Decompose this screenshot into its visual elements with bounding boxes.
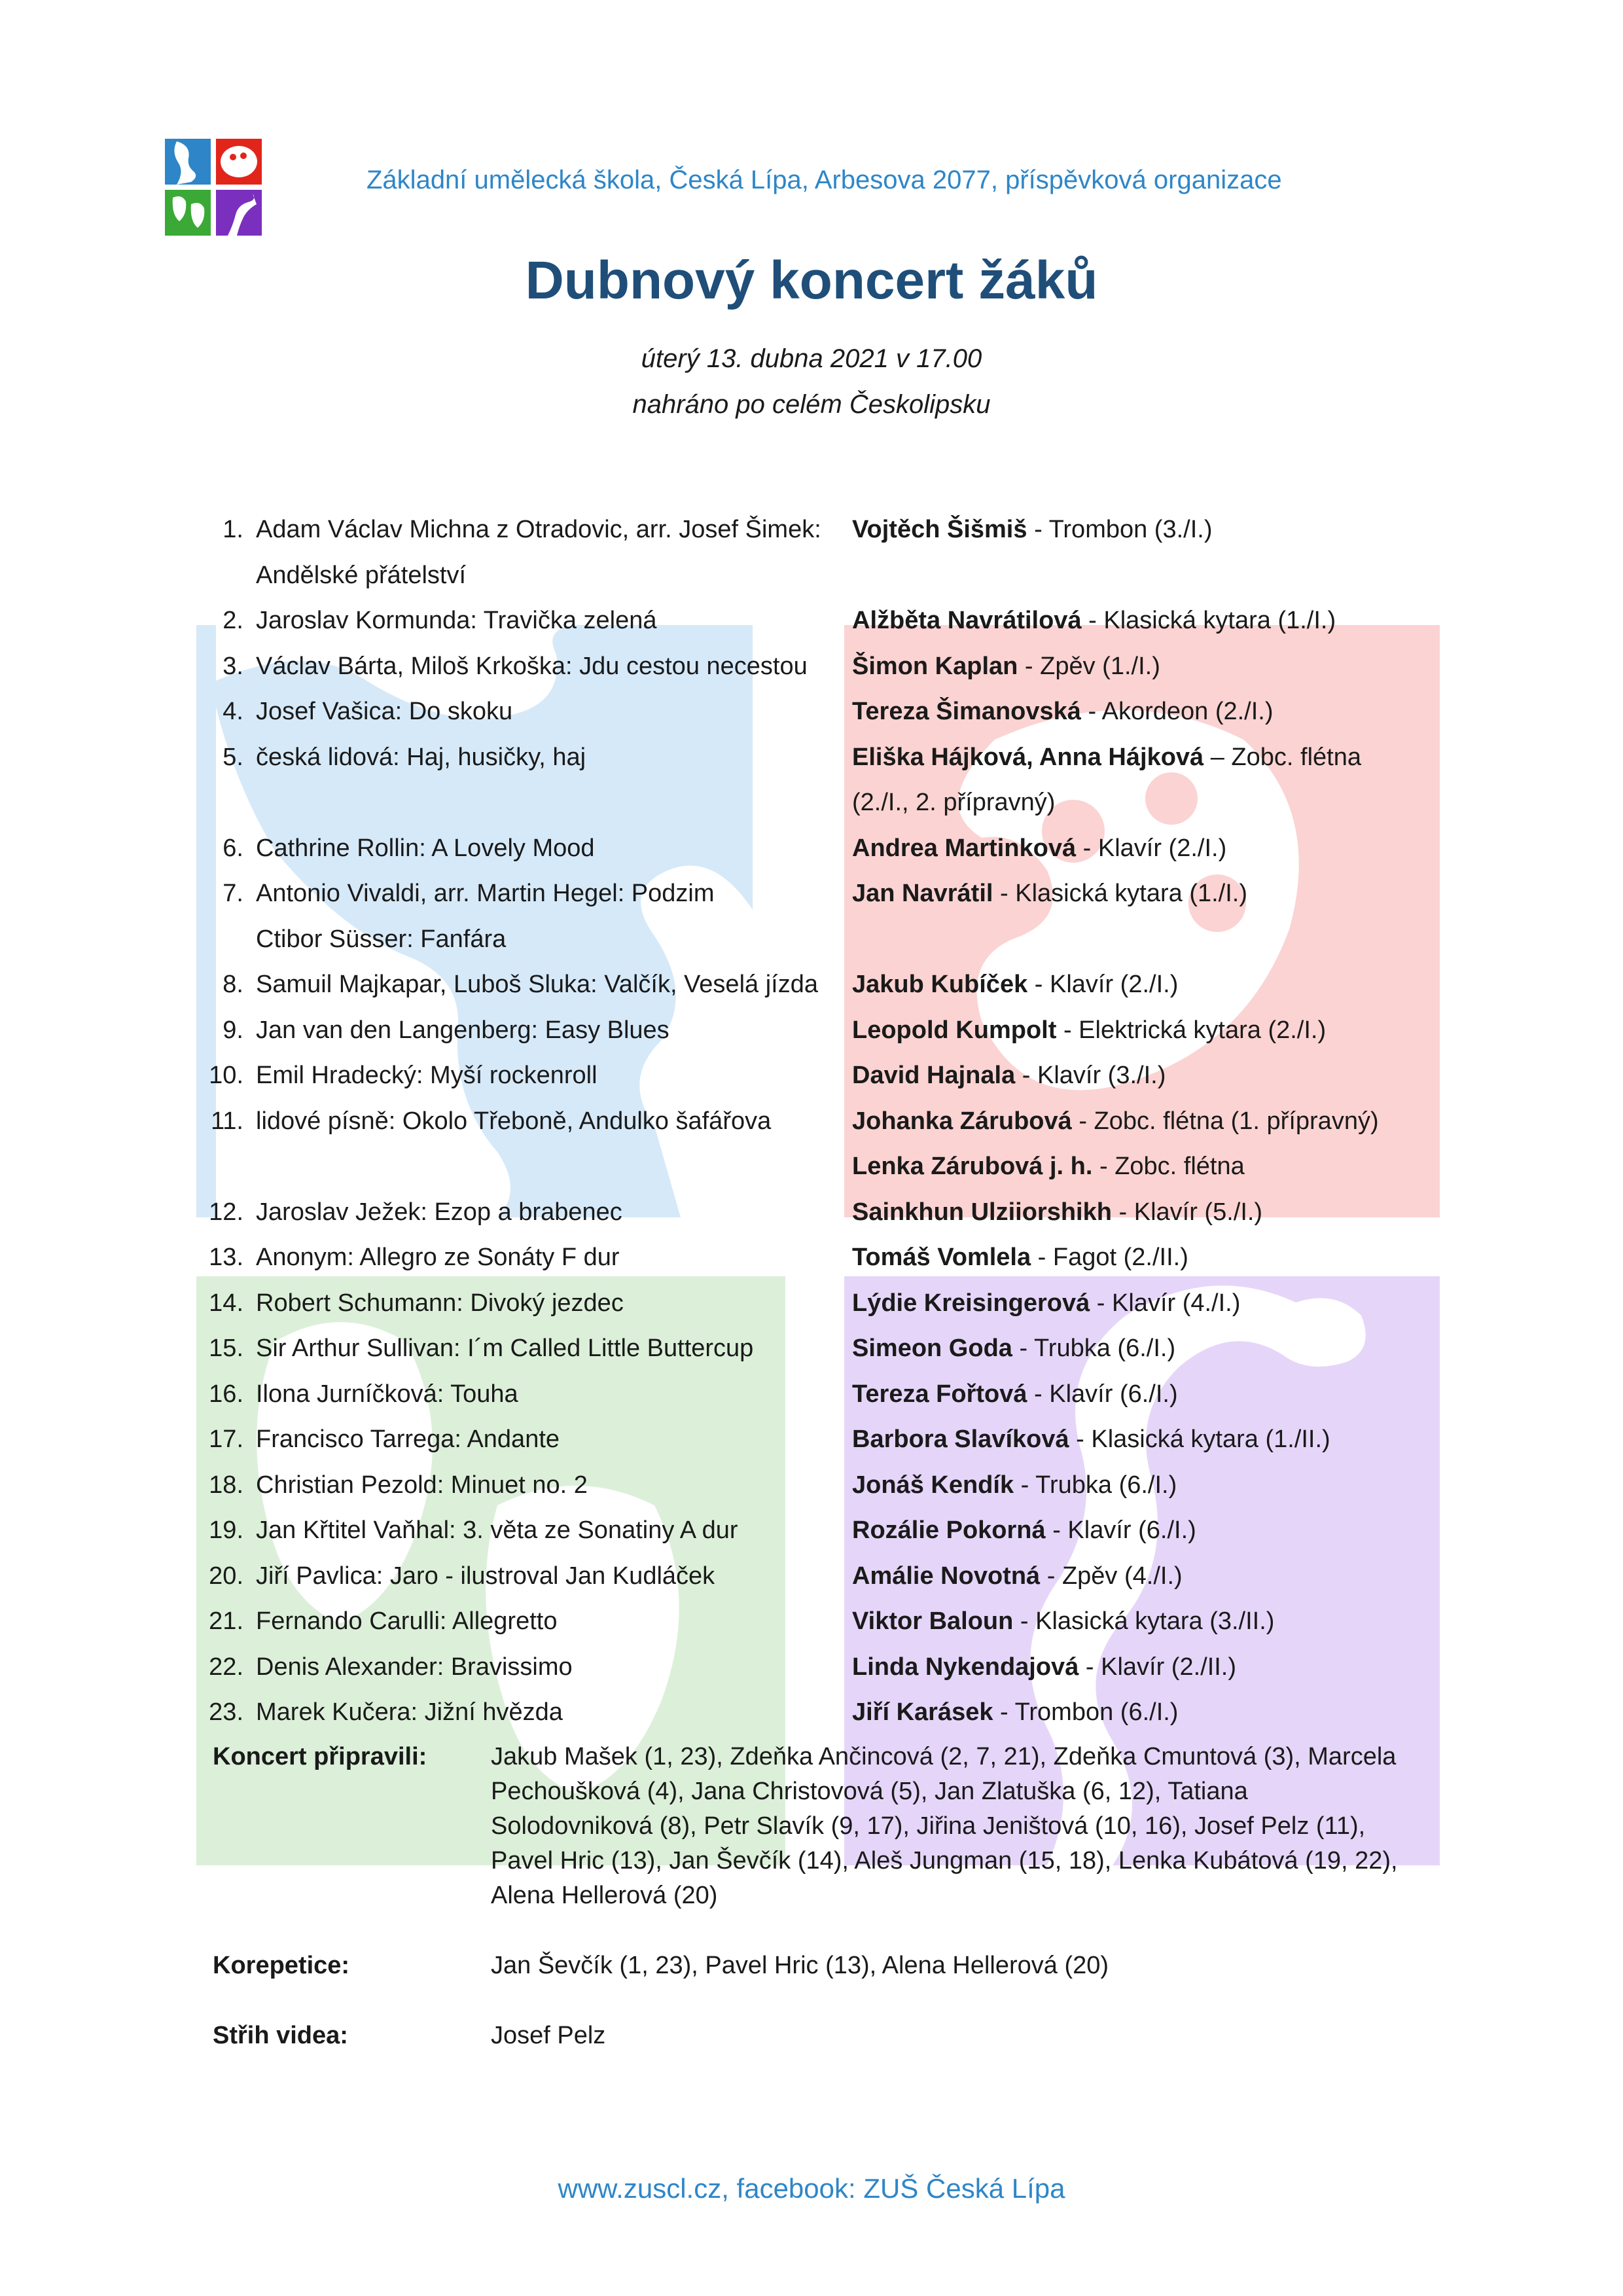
item-number: 13. bbox=[209, 1244, 243, 1271]
performer-name: Tereza Šimanovská bbox=[852, 698, 1081, 725]
performer-detail: - Zobc. flétna (1. přípravný) bbox=[1071, 1107, 1379, 1135]
work-title: Josef Vašica: Do skoku bbox=[256, 698, 513, 725]
performer-name: Leopold Kumpolt bbox=[852, 1016, 1057, 1044]
work-title: Václav Bárta, Miloš Krkoška: Jdu cestou necestou bbox=[256, 652, 808, 680]
work-title-text: Adam Václav Michna z Otradovic, arr. Josef Šimek: Andělské přátelství bbox=[256, 516, 821, 589]
performer-detail: – Zobc. flétna bbox=[1204, 743, 1361, 771]
item-number: 2. bbox=[223, 607, 243, 634]
program-item bbox=[196, 962, 1446, 1008]
item-number: 15. bbox=[209, 1335, 243, 1362]
program-item bbox=[196, 689, 1446, 735]
item-number: 11. bbox=[210, 1107, 243, 1135]
performer-name: Linda Nykendajová bbox=[852, 1653, 1079, 1681]
performer bbox=[852, 1417, 1408, 1463]
performer-detail: - Klavír (3./I.) bbox=[1015, 1062, 1166, 1089]
item-number: 8. bbox=[223, 971, 243, 998]
item-number: 18. bbox=[209, 1471, 243, 1499]
work-title-second: Ctibor Süsser: Fanfára bbox=[256, 925, 507, 953]
program-item bbox=[196, 1690, 1446, 1736]
work-title: Sir Arthur Sullivan: I´m Called Little Buttercup bbox=[256, 1335, 754, 1362]
item-number: 22. bbox=[209, 1653, 243, 1681]
performer-detail: - Klasická kytara (1./I.) bbox=[993, 880, 1247, 907]
performer-name: Vojtěch Šišmiš bbox=[852, 516, 1027, 543]
logo-palette bbox=[221, 146, 257, 177]
program-item bbox=[196, 1099, 1446, 1190]
work-title-text: Antonio Vivaldi, arr. Martin Hegel: Podzim bbox=[256, 880, 715, 907]
item-number: 16. bbox=[209, 1380, 243, 1408]
performer-detail: - Trubka (6./I.) bbox=[1012, 1335, 1176, 1362]
program-item bbox=[196, 871, 1446, 962]
performer bbox=[852, 1508, 1408, 1554]
performer bbox=[852, 1599, 1408, 1645]
performer-detail: - Klavír (2./I.) bbox=[1076, 834, 1227, 862]
work-title: Emil Hradecký: Myší rockenroll bbox=[256, 1062, 597, 1089]
item-number: 6. bbox=[223, 834, 243, 862]
page-title: Dubnový koncert žáků bbox=[525, 251, 1098, 310]
item-number: 20. bbox=[209, 1562, 243, 1590]
performer bbox=[852, 689, 1408, 735]
work-title bbox=[256, 507, 852, 598]
program-item bbox=[196, 1554, 1446, 1600]
performer-name: Amálie Novotná bbox=[852, 1562, 1041, 1590]
work-title: česká lidová: Haj, husičky, haj bbox=[256, 743, 586, 771]
performer-name: Barbora Slavíková bbox=[852, 1426, 1069, 1453]
work-title: Marek Kučera: Jižní hvězda bbox=[256, 1698, 563, 1726]
item-number: 19. bbox=[209, 1516, 243, 1544]
performer bbox=[852, 1326, 1408, 1372]
item-number: 1. bbox=[223, 516, 243, 543]
work-title: Fernando Carulli: Allegretto bbox=[256, 1607, 558, 1635]
program-item bbox=[196, 1235, 1446, 1281]
work-title: Francisco Tarrega: Andante bbox=[256, 1426, 560, 1453]
credits-video-text: Josef Pelz bbox=[491, 2022, 606, 2049]
performer-name: Tomáš Vomlela bbox=[852, 1244, 1031, 1271]
performer bbox=[852, 962, 1408, 1008]
performer-detail: - Klasická kytara (3./II.) bbox=[1013, 1607, 1275, 1635]
performer-detail: - Zobc. flétna bbox=[1092, 1153, 1245, 1180]
performer bbox=[852, 1008, 1408, 1054]
program-item bbox=[196, 1645, 1446, 1691]
work-title: Denis Alexander: Bravissimo bbox=[256, 1653, 573, 1681]
school-logo bbox=[165, 139, 262, 236]
credits-korepetice bbox=[213, 1948, 1423, 1983]
performer-detail: - Klasická kytara (1./I.) bbox=[1081, 607, 1336, 634]
item-number: 5. bbox=[223, 743, 243, 771]
work-title: Christian Pezold: Minuet no. 2 bbox=[256, 1471, 588, 1499]
performer-name: Simeon Goda bbox=[852, 1335, 1012, 1362]
performer-detail: - Klasická kytara (1./II.) bbox=[1069, 1426, 1330, 1453]
credits-prepared bbox=[213, 1740, 1423, 1913]
performer-detail: - Klavír (2./I.) bbox=[1027, 971, 1179, 998]
program-item bbox=[196, 1190, 1446, 1236]
performer bbox=[852, 1099, 1408, 1190]
performer bbox=[852, 1645, 1408, 1691]
performer-name: Šimon Kaplan bbox=[852, 652, 1018, 680]
performer-detail: - Klavír (6./I.) bbox=[1027, 1380, 1178, 1408]
performer-name: Johanka Zárubová bbox=[852, 1107, 1072, 1135]
program-item bbox=[196, 1599, 1446, 1645]
performer-detail: - Trubka (6./I.) bbox=[1014, 1471, 1177, 1499]
item-number: 10. bbox=[209, 1062, 243, 1089]
performer-detail: - Trombon (6./I.) bbox=[993, 1698, 1179, 1726]
program-item bbox=[196, 1463, 1446, 1509]
item-number: 3. bbox=[223, 652, 243, 680]
performer-detail: - Zpěv (1./I.) bbox=[1018, 652, 1160, 680]
performer-detail-cont: (2./I., 2. přípravný) bbox=[852, 789, 1056, 816]
item-number: 23. bbox=[209, 1698, 243, 1726]
performer-name: Jakub Kubíček bbox=[852, 971, 1028, 998]
performer-detail: - Klavír (2./II.) bbox=[1079, 1653, 1237, 1681]
program-item bbox=[196, 1008, 1446, 1054]
item-number: 12. bbox=[209, 1198, 243, 1226]
performer-detail: - Zpěv (4./I.) bbox=[1040, 1562, 1183, 1590]
item-number: 21. bbox=[209, 1607, 243, 1635]
performer-name: Sainkhun Ulziiorshikh bbox=[852, 1198, 1112, 1226]
performer-detail: - Elektrická kytara (2./I.) bbox=[1056, 1016, 1327, 1044]
performer-detail: - Akordeon (2./I.) bbox=[1080, 698, 1274, 725]
item-number: 14. bbox=[209, 1289, 243, 1317]
logo-palette-dot bbox=[240, 152, 247, 159]
program-item bbox=[196, 1508, 1446, 1554]
performer-name: David Hajnala bbox=[852, 1062, 1016, 1089]
performer-name: Lenka Zárubová j. h. bbox=[852, 1153, 1093, 1180]
performer-detail: - Klavír (4./I.) bbox=[1090, 1289, 1241, 1317]
work-title: Ilona Jurníčková: Touha bbox=[256, 1380, 518, 1408]
program-item bbox=[196, 826, 1446, 872]
work-title: Anonym: Allegro ze Sonáty F dur bbox=[256, 1244, 620, 1271]
performer-name: Eliška Hájková, Anna Hájková bbox=[852, 743, 1204, 771]
credits-video-label: Střih videa: bbox=[213, 2022, 348, 2049]
performer bbox=[852, 1281, 1408, 1327]
footer-links: www.zuscl.cz, facebook: ZUŠ Česká Lípa bbox=[558, 2173, 1065, 2204]
program-item bbox=[196, 735, 1446, 826]
performer-name: Alžběta Navrátilová bbox=[852, 607, 1082, 634]
work-title: Jaroslav Kormunda: Travička zelená bbox=[256, 607, 657, 634]
credits-korepetice-text: Jan Ševčík (1, 23), Pavel Hric (13), Alena Hellerová (20) bbox=[491, 1952, 1109, 1979]
work-title: Jaroslav Ježek: Ezop a brabenec bbox=[256, 1198, 622, 1226]
performer bbox=[852, 1053, 1408, 1099]
credits-prepared-text: Jakub Mašek (1, 23), Zdeňka Ančincová (2, 7, 21), Zdeňka Cmuntová (3), Marcela Pechoušková (4), Jana Christovová (5), Jan Zlatuška (6, 12), Tatiana Solodovniková (8), Petr Slavík (9, 17), Jiřina Jeništová (10, 16), Josef Pelz (11), Pavel Hric (13), Jan Ševčík (14), Aleš Jungman (15, 18), Lenka Kubátová (19, 22), Alena Hellerová (20) bbox=[491, 1743, 1398, 1909]
performer-name: Jan Navrátil bbox=[852, 880, 993, 907]
program-list bbox=[196, 507, 1446, 1736]
performer-name: Tereza Fořtová bbox=[852, 1380, 1027, 1408]
performer-name: Lýdie Kreisingerová bbox=[852, 1289, 1090, 1317]
credits-prepared-label: Koncert připravili: bbox=[213, 1743, 427, 1770]
performer bbox=[852, 826, 1408, 872]
program-item bbox=[196, 1053, 1446, 1099]
work-title: Robert Schumann: Divoký jezdec bbox=[256, 1289, 624, 1317]
performer-name: Viktor Baloun bbox=[852, 1607, 1014, 1635]
performer-detail: - Klavír (5./I.) bbox=[1111, 1198, 1263, 1226]
item-number: 9. bbox=[223, 1016, 243, 1044]
work-title: Jan van den Langenberg: Easy Blues bbox=[256, 1016, 669, 1044]
performer bbox=[852, 1463, 1408, 1509]
work-title: lidové písně: Okolo Třeboně, Andulko šafářova bbox=[256, 1107, 772, 1135]
program-item bbox=[196, 1417, 1446, 1463]
performer-name: Jiří Karásek bbox=[852, 1698, 993, 1726]
performer bbox=[852, 1235, 1408, 1281]
performer-line bbox=[852, 1144, 1408, 1190]
program-item bbox=[196, 644, 1446, 690]
performer-line bbox=[852, 735, 1408, 781]
performer bbox=[852, 644, 1408, 690]
credits-video bbox=[213, 2018, 1423, 2053]
performer bbox=[852, 1190, 1408, 1236]
work-title: Jiří Pavlica: Jaro - ilustroval Jan Kudláček bbox=[256, 1562, 715, 1590]
performer-detail: - Fagot (2./II.) bbox=[1031, 1244, 1188, 1271]
performer-line bbox=[852, 1099, 1408, 1145]
performer bbox=[852, 1554, 1408, 1600]
performer bbox=[852, 598, 1408, 644]
school-name: Základní umělecká škola, Česká Lípa, Arbesova 2077, příspěvková organizace bbox=[366, 166, 1282, 194]
program-item bbox=[196, 598, 1446, 644]
program-item bbox=[196, 507, 1446, 598]
performer-detail: - Klavír (6./I.) bbox=[1045, 1516, 1196, 1544]
item-number: 7. bbox=[223, 880, 243, 907]
program-item bbox=[196, 1281, 1446, 1327]
concert-date: úterý 13. dubna 2021 v 17.00 bbox=[641, 344, 982, 373]
work-title: Cathrine Rollin: A Lovely Mood bbox=[256, 834, 595, 862]
program-item bbox=[196, 1372, 1446, 1418]
performer-name: Rozálie Pokorná bbox=[852, 1516, 1046, 1544]
performer bbox=[852, 735, 1408, 826]
concert-location: nahráno po celém Českolipsku bbox=[632, 390, 991, 419]
item-number: 4. bbox=[223, 698, 243, 725]
item-number: 17. bbox=[209, 1426, 243, 1453]
performer bbox=[852, 507, 1408, 553]
performer bbox=[852, 871, 1408, 917]
performer-name: Jonáš Kendík bbox=[852, 1471, 1014, 1499]
credits-section bbox=[213, 1740, 1423, 2053]
performer-name: Andrea Martinková bbox=[852, 834, 1077, 862]
performer bbox=[852, 1690, 1408, 1736]
performer bbox=[852, 1372, 1408, 1418]
performer-detail: - Trombon (3./I.) bbox=[1027, 516, 1213, 543]
credits-korepetice-label: Korepetice: bbox=[213, 1952, 350, 1979]
work-title: Jan Křtitel Vaňhal: 3. věta ze Sonatiny A dur bbox=[256, 1516, 738, 1544]
work-title bbox=[256, 871, 852, 962]
work-title: Samuil Majkapar, Luboš Sluka: Valčík, Veselá jízda bbox=[256, 971, 818, 998]
logo-palette-dot bbox=[230, 154, 236, 160]
program-item bbox=[196, 1326, 1446, 1372]
